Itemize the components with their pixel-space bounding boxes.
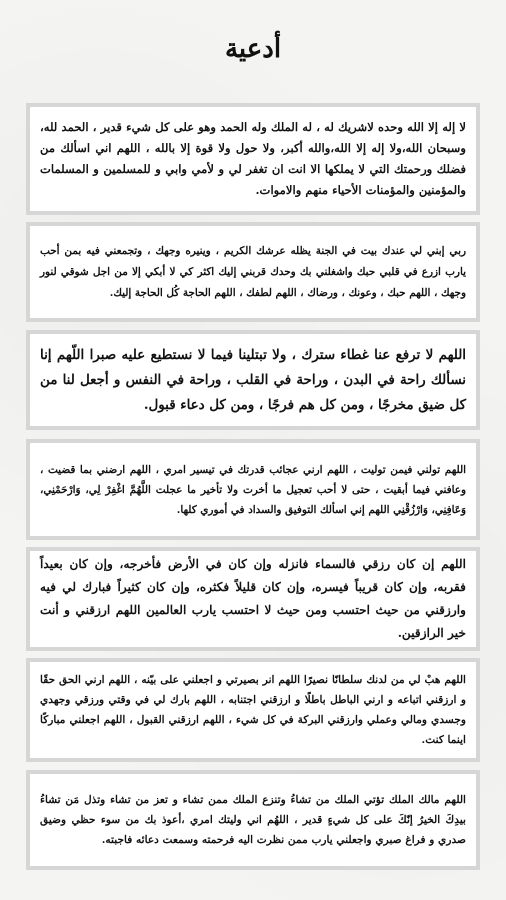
- dua-text: لا إله إلا الله وحده لاشريك له ، له الملك وله الحمد وهو على كل شيء قدير ، الحمد لله، وسبحان الله،ولا إله إلا الله،والله أكبر، ولا حول ولا قوة إلا بالله ، اللهم اني اسألك من فضلك ورحمتك التي لا يملكها الا انت ان تغفر لي و لأمي وابي و للمسلمين و المسلمات والمؤمنين والمؤمنات الأحياء منهم والاموات.: [40, 120, 466, 197]
- dua-text: اللهم إن كان رزقي فالسماء فانزله وإن كان في الأرض فأخرجه، وإن كان بعيداً فقربه، وإن كان قريباً فيسره، وإن كان قليلاً فكثره، وإن كان كثيراً فبارك لي فيه وارزقني من حيث احتسب ومن حيث لا احتسب يارب العالمين اللهم ارزقني و أنت خير الرازقين.: [40, 557, 466, 640]
- dua-text: ربي إبني لي عندك بيت في الجنة يظله عرشك الكريم ، وينيره وجهك ، وتجمعني فيه بمن أحب يارب ازرع في قلبي حبك واشغلني بك وحدك قربني إليك اكثر كي لا أبكي إلا من اجل شوقي لنور وجهك ، اللهم حبك ، وعونك ، ورضاك ، اللهم لطفك ، اللهم الحاجة كُل الحاجة إليك.: [40, 244, 466, 299]
- dua-card: [26, 547, 480, 651]
- dua-text: اللهم تولني فيمن توليت ، اللهم ارني عجائب قدرتك في تيسير امري ، اللهم ارضني بما قضيت ، وعافني فيما أبقيت ، حتى لا أحب تعجيل ما أخرت ولا تأخير ما عجلت اللَّهُمَّ اغْفِرْ لِي، وَارْحَمْنِي، وَعَافِنِي، وَارْزُقْنِي اللهم إني اسألك التوفيق والسداد في أموري كلها.: [40, 463, 466, 516]
- dua-card: [26, 439, 480, 540]
- dua-text: اللهم لا ترفع عنا غطاء سترك ، ولا تبتلينا فيما لا نستطيع عليه صبرا اللّهم إنا نسألك راحة في البدن ، وراحة في القلب ، وراحة في النفس و أجعل لنا من كل ضيق مخرجًا ، ومن كل هم فرجًا ، ومن كل دعاء قبول.: [40, 346, 466, 413]
- dua-card: [26, 770, 480, 870]
- dua-text: اللهم هبْ لي من لدنك سلطانًا نصيرًا اللهم انر بصيرتي و اجعلني على بيّنه ، اللهم ارني الحق حقًا و ارزقني اتباعه و ارني الباطل باطلًا و ارزقني اجتنابه ، اللهم بارك لي في وقتي ورزقي وجهدي وجسدي ومالي وعملي وارزقني البركة في كل شيء ، اللهم ارزقني القبول ، اللهم اجعلني مباركًا اينما كنت.: [40, 674, 466, 746]
- dua-card: [26, 658, 480, 762]
- page-title: أدعية: [224, 34, 282, 64]
- dua-card: [26, 103, 480, 215]
- dua-card: [26, 330, 480, 430]
- dua-card: [26, 222, 480, 322]
- dua-text: اللهم مالك الملك تؤتي الملك من تشاءُ وتنزع الملك ممن تشاء و تعز من تشاء وتذل مَن تشاءُ بيدِكَ الخيرُ إنّكَ على كل شيءٍ قدير ، اللهُم اني وليتك امري ،أعوذ بك من سوء حظي وضيق صدري و فراغ صبري واجعلني يارب ممن نظرت اليه فرحمته وسمعت دعائه فاجبته.: [40, 794, 466, 846]
